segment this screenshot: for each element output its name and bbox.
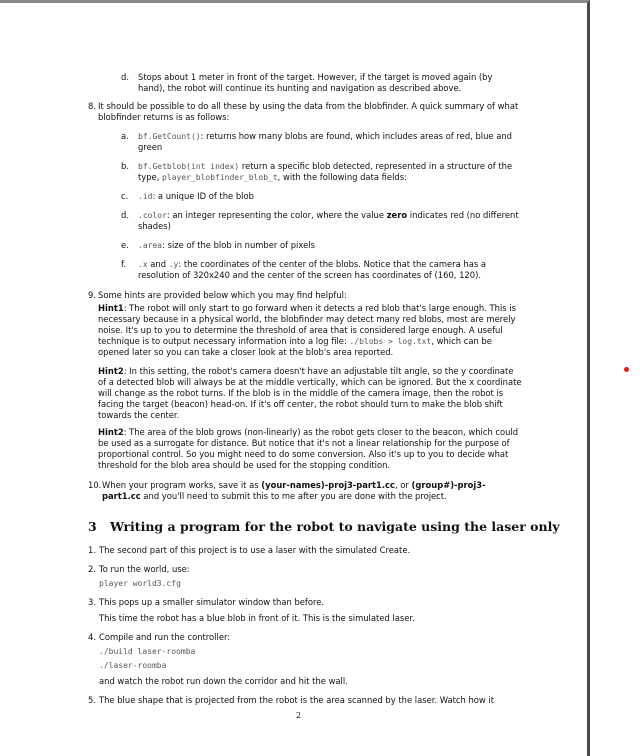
subitem-c-label: c. [121,191,129,201]
item-10-text [102,480,524,502]
text-span: : the coordinates of the center of the blobs. Notice that the camera has a resolution of 320x240 and the center of the screen has coordinates of (160, 120). [138,259,486,280]
section-number: 3 [88,519,97,534]
code-span: ./blobs > log.txt [349,337,432,346]
code-span: .id [138,192,153,201]
background-margin [593,0,643,756]
hint-title: Hint2 [98,366,124,376]
text-span: : In this setting, the robot's camera doesn't have an adjustable tilt angle, so the y coordinate of a detected blob will always be at the middle vertically, which can be ignored. But the x coordinate will change as the robot turns. If the blob is in the middle of the camera image, then the robot is facing the target (beacon) head-on. If it's off center, the robot should turn to make the blob shift towards the center. [98,366,522,420]
subitem-a-text [138,131,520,153]
code-span: bf.Getblob(int index) [138,162,240,171]
hint-title: Hint2 [98,427,124,437]
red-dot-marker [624,367,629,372]
text-span: : an integer representing the color, where the value [166,210,387,220]
sec-item-1-label: 1. [88,545,96,555]
subitem-e-text [138,240,518,251]
subitem-d-label: d. [121,210,129,220]
text-span: and [147,259,169,269]
text-span: : The robot will only start to go forward when it detects a red blob that's large enough. This is necessary because in a physical world, the blobfinder may detect many red blobs, most are merely noise. It's up to you to determine the threshold of area that is considered large enough. A useful technique is to output necessary information into a log file: [98,303,516,346]
text-span: : a unique ID of the blob [152,191,254,201]
subitem-f-text [138,259,518,281]
text-span: , which can be opened later so you can take a closer look at the blob's area reported. [98,336,492,357]
text-span: and you'll need to submit this to me after you are done with the project. [140,491,447,501]
item-9-text: Some hints are provided below which you may find helpful: [98,290,347,300]
sec-item-5-label: 5. [88,695,96,705]
item-10-label: 10. [88,480,102,490]
subitem-c-text [138,191,518,202]
sec-item-4-text2: and watch the robot run down the corridor and hit the wall. [99,676,348,686]
subitem-e-label: e. [121,240,129,250]
bold-span: (your-names)-proj3-part1.cc [261,480,395,490]
section-heading [88,519,560,535]
sec-item-2-label: 2. [88,564,96,574]
hint1-paragraph [98,303,523,358]
bold-span: (group#)-proj3-part1.cc [102,480,486,501]
hint-title: Hint1 [98,303,124,313]
sec-item-4-label: 4. [88,632,96,642]
sec-item-4-text: Compile and run the controller: [99,632,231,642]
subitem-b-label: b. [121,161,129,171]
item-d-text: Stops about 1 meter in front of the target. However, if the target is moved again (by hand), the robot will continue its hunting and navigation as described above. [138,72,493,93]
code-line: player world3.cfg [99,579,181,588]
code-span: .color [138,211,167,220]
text-span: : size of the blob in number of pixels [162,240,315,250]
subitem-b-text [138,161,522,183]
section-title: Writing a program for the robot to navigate using the laser only [110,519,560,534]
code-line: ./build laser-roomba [99,647,196,656]
code-span: .x [138,260,148,269]
text-span: : returns how many blobs are found, which includes areas of red, blue and green [138,131,512,152]
subitem-f-label: f. [121,259,127,269]
code-span: .area [138,241,163,250]
code-span: player_blobfinder_blob_t [162,173,278,182]
subitem-d-text [138,210,520,232]
item-8-text: It should be possible to do all these by using the data from the blobfinder. A quick summary of what blobfinder returns is as follows: [98,101,519,122]
code-span: bf.GetCount() [138,132,201,141]
sec-item-2-text: To run the world, use: [99,564,190,574]
sec-item-3-text: This pops up a smaller simulator window than before. [99,597,325,607]
text-span: , with the following data fields: [277,172,407,182]
sec-item-1-text: The second part of this project is to use a laser with the simulated Create. [99,545,411,555]
code-span: .y [168,260,179,269]
text-span: indicates red (no different shades) [138,210,519,231]
sec-item-3-text2: This time the robot has a blue blob in front of it. This is the simulated laser. [99,613,415,623]
item-8-label: 8. [88,101,96,111]
text-span: , or [394,480,412,490]
text-span: return a specific blob detected, represented in a structure of the type, [138,161,513,182]
item-9-label: 9. [88,290,96,300]
bold-span: zero [386,210,408,220]
sec-item-3-label: 3. [88,597,96,607]
item-label: d. [121,72,129,82]
sec-item-5-text: The blue shape that is projected from the robot is the area scanned by the laser. Watch how it [99,695,495,705]
code-line: ./laser-roomba [99,661,167,670]
subitem-a-label: a. [121,131,129,141]
hint2a-paragraph [98,366,523,421]
text-span: When your program works, save it as [102,480,262,490]
text-span: : The area of the blob grows (non-linearly) as the robot gets closer to the beacon, which could be used as a surrogate for distance. But notice that it's not a linear relationship for the purpose of proportional control. So you might need to do some conversion. Also it's up to you to decide what threshold for the blob area should be used for the stopping condition. [98,427,519,470]
hint2b-paragraph [98,427,523,471]
page-number: 2 [296,711,302,720]
